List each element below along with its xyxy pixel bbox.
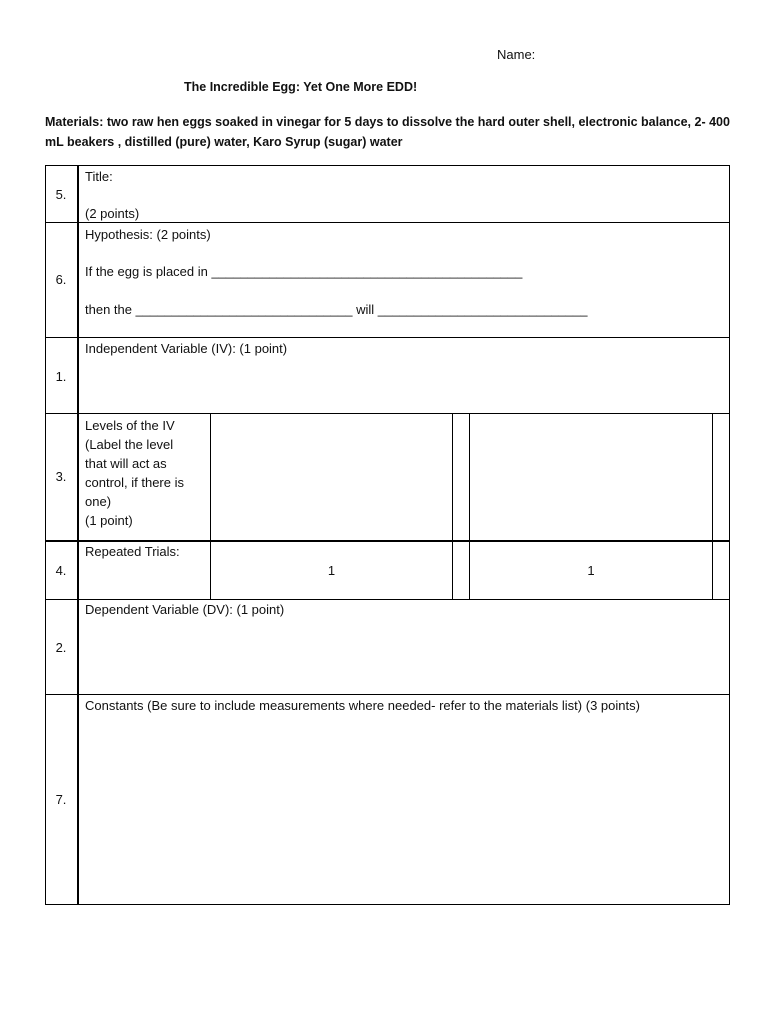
row-number: 6. bbox=[55, 272, 67, 287]
worksheet-title: The Incredible Egg: Yet One More EDD! bbox=[184, 80, 418, 94]
row-number: 2. bbox=[55, 640, 67, 655]
constants-label: Constants (Be sure to include measurements where needed- refer to the materials list) (3 points) bbox=[85, 698, 640, 713]
row-divider bbox=[45, 904, 730, 905]
hypothesis-line-1: If the egg is placed in ___________________________________________ bbox=[85, 264, 523, 279]
levels-label-line: (1 point) bbox=[85, 513, 133, 528]
trial-value: 1 bbox=[327, 563, 336, 578]
materials-text: Materials: two raw hen eggs soaked in vinegar for 5 days to dissolve the hard outer shell, electronic balance, 2- 400 mL beakers , distilled (pure) water, Karo Syrup (sugar) water bbox=[45, 115, 730, 149]
number-column-divider bbox=[77, 165, 79, 905]
levels-column-divider bbox=[452, 413, 453, 599]
levels-label-line: (Label the level bbox=[85, 437, 174, 452]
dv-label: Dependent Variable (DV): (1 point) bbox=[85, 602, 285, 617]
row-number: 3. bbox=[55, 469, 67, 484]
trials-label: Repeated Trials: bbox=[85, 544, 180, 559]
levels-label-line: control, if there is bbox=[85, 475, 184, 490]
row-divider bbox=[45, 222, 730, 223]
row-number: 7. bbox=[55, 792, 67, 807]
levels-label-line: that will act as bbox=[85, 456, 167, 471]
row-divider bbox=[45, 165, 730, 166]
levels-label-line: one) bbox=[85, 494, 112, 509]
row-number: 4. bbox=[55, 563, 67, 578]
row-number: 1. bbox=[55, 369, 67, 384]
name-label: Name: bbox=[497, 47, 536, 62]
hypothesis-line-2: then the ______________________________ will _____________________________ bbox=[85, 302, 588, 317]
hypothesis-label: Hypothesis: (2 points) bbox=[85, 227, 211, 242]
row-divider bbox=[45, 694, 730, 695]
levels-column-divider bbox=[712, 413, 713, 599]
levels-label-line: Levels of the IV bbox=[85, 418, 175, 433]
iv-label: Independent Variable (IV): (1 point) bbox=[85, 341, 288, 356]
title-label: Title: bbox=[85, 169, 113, 184]
row-divider bbox=[45, 337, 730, 338]
title-points: (2 points) bbox=[85, 206, 140, 221]
row-divider bbox=[45, 413, 730, 414]
row-number: 5. bbox=[55, 187, 67, 202]
trial-value: 1 bbox=[587, 563, 595, 578]
table-border-right bbox=[729, 165, 730, 905]
